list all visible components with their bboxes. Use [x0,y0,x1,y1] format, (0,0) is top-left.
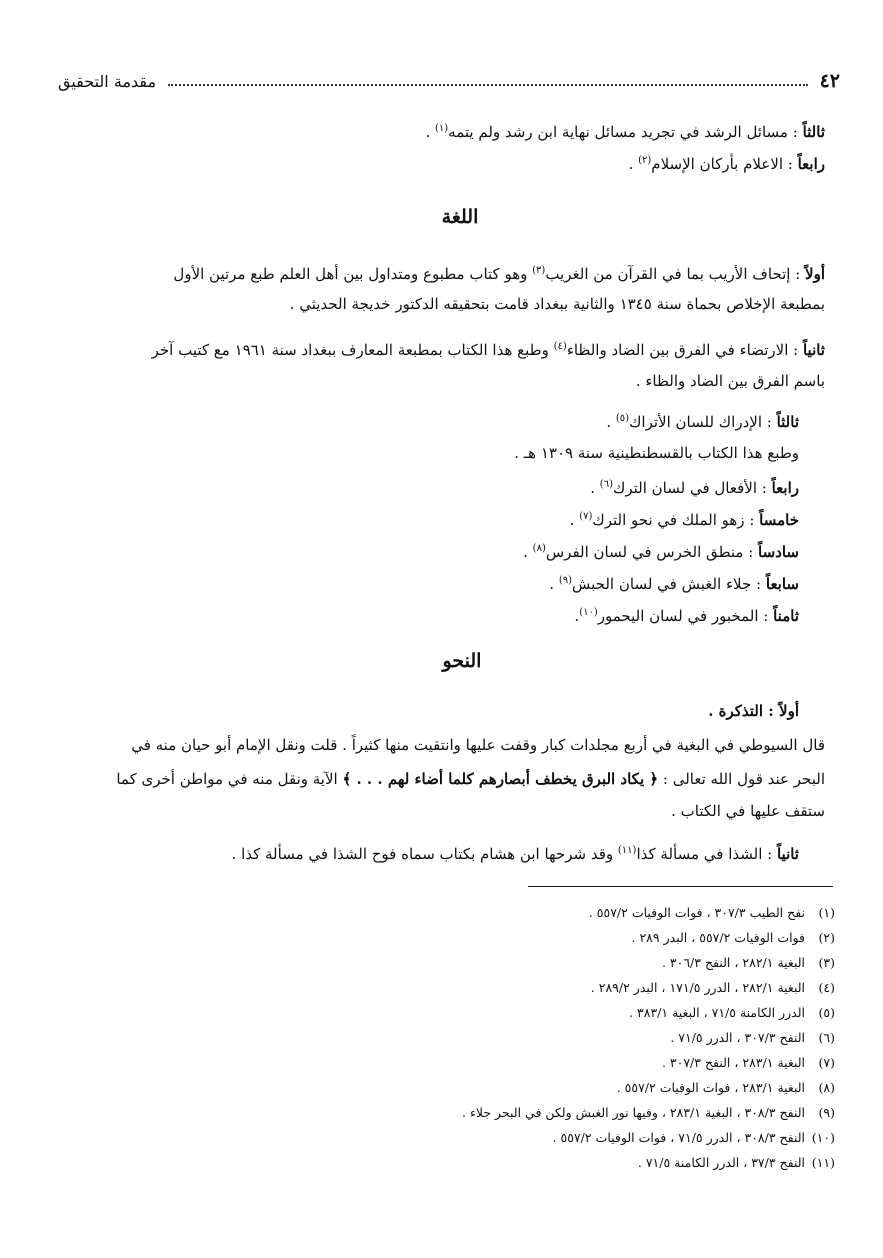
footnote-ref: (٨) [532,543,546,554]
footnote: (٤)البغية ٢٨٢/١ ، الدرر ١٧١/٥ ، البدر ٢٨٩/٢ . [590,980,835,995]
running-title: مقدمة التحقيق [58,71,157,91]
list-item: وطبع هذا الكتاب بالقسطنطينية سنة ١٣٠٩ هـ . [514,444,799,462]
footnote-ref: (٤) [553,341,567,352]
footnote-ref: (١) [434,123,449,134]
section-heading-lugha: اللغة [441,206,479,228]
list-item: سابعاً : جلاء الغبش في لسان الحبش$^{(٩)}$ . [549,575,799,593]
page-number: ٤٢ [819,70,840,92]
footnote: (٥)الدرر الكامنة ٧١/٥ ، البغية ٣٨٣/١ . [629,1005,835,1020]
footnote-ref: (١١) [617,845,637,856]
header-leader-dots [168,84,808,86]
footnote: (١١)النفح ٣٧/٣ ، الدرر الكامنة ٧١/٥ . [637,1155,835,1170]
paragraph-line: بمطبعة الإخلاص بحماة سنة ١٣٤٥ والثانية ببغداد قامت بتحقيقه الدكتور خديجة الحديثي . [289,295,825,313]
footnote: (٢)فوات الوفيات ٥٥٧/٢ ، البدر ٢٨٩ . [631,930,835,945]
footnote: (٦)النفح ٣٠٧/٣ ، الدرر ٧١/٥ . [670,1030,835,1045]
running-header [58,66,840,96]
paragraph-line: ستقف عليها في الكتاب . [671,802,825,820]
footnote: (٧)البغية ٢٨٣/١ ، النفح ٣٠٧/٣ . [661,1055,835,1070]
paragraph-line: ثانياً : الارتضاء في الفرق بين الضاد والظاء$^{(٤)}$ وطبع هذا الكتاب بمطبعة المعارف ببغداد سنة ١٩٦١ مع كتيب آخر [151,341,825,359]
footnote-ref: (٥) [615,413,630,424]
paragraph-line: قال السيوطي في البغية في أربع مجلدات كبار وقفت عليها وانتقيت منها كثيراً . قلت ونقل الإمام أبو حيان منه في [131,736,825,754]
footnote-ref: (١٠) [579,607,598,618]
paragraph-line: البحر عند قول الله تعالى : ﴿ يكاد البرق يخطف أبصارهم كلما أضاء لهم . . . ﴾ الآية ونقل منه في مواطن أخرى كما [116,770,825,788]
paragraph-line: أولاً : إتحاف الأريب بما في القرآن من الغريب$^{(٣)}$ وهو كتاب مطبوع ومتداول بين أهل العلم طبع مرتين الأول [173,265,825,283]
list-item: رابعاً : الأفعال في لسان الترك$^{(٦)}$ . [590,479,799,497]
list-item: ثالثاً : مسائل الرشد في تجريد مسائل نهاية ابن رشد ولم يتمه$^{(١)}$ . [425,123,825,141]
quran-quote: ﴿ يكاد البرق يخطف أبصارهم كلما أضاء لهم . . . ﴾ [342,770,659,788]
footnote-ref: (٩) [558,575,573,586]
list-item: أولاً : التذكرة . [708,702,799,720]
footnote-ref: (٢) [638,155,652,166]
footnote: (١)نفح الطيب ٣٠٧/٣ ، فوات الوفيات ٥٥٧/٢ . [588,905,835,920]
footnote: (٩)النفح ٣٠٨/٣ ، البغية ٢٨٣/١ ، وفيها نور الغبش ولكن في البحر جلاء . [462,1105,835,1120]
list-item: رابعاً : الاعلام بأركان الإسلام$^{(٢)}$ . [628,155,825,173]
list-item: ثامناً : المخبور في لسان اليحمور$^{(١٠)}$. [574,607,799,625]
paragraph-line: باسم الفرق بين الضاد والظاء . [635,372,825,390]
list-item: خامساً : زهو الملك في نحو الترك$^{(٧)}$ . [569,511,799,529]
list-item: ثانياً : الشذا في مسألة كذا$^{(١١)}$ وقد شرحها ابن هشام بكتاب سماه فوح الشذا في مسألة كذا . [231,845,799,863]
footnote: (٣)البغية ٢٨٢/١ ، النفح ٣٠٦/٣ . [661,955,835,970]
footnote: (٨)البغية ٢٨٣/١ ، فوات الوفيات ٥٥٧/٢ . [616,1080,835,1095]
footnote-ref: (٧) [579,511,593,522]
list-item: ثالثاً : الإدراك للسان الأتراك$^{(٥)}$ . [606,413,799,431]
section-heading-nahw: النحو [442,650,482,672]
footnote: (١٠)النفح ٣٠٨/٣ ، الدرر ٧١/٥ ، فوات الوفيات ٥٥٧/٢ . [552,1130,835,1145]
footnote-ref: (٣) [532,265,546,276]
list-item: سادساً : منطق الخرس في لسان الفرس$^{(٨)}$ . [523,543,799,561]
footnote-ref: (٦) [599,479,613,490]
footnote-divider [528,886,833,887]
